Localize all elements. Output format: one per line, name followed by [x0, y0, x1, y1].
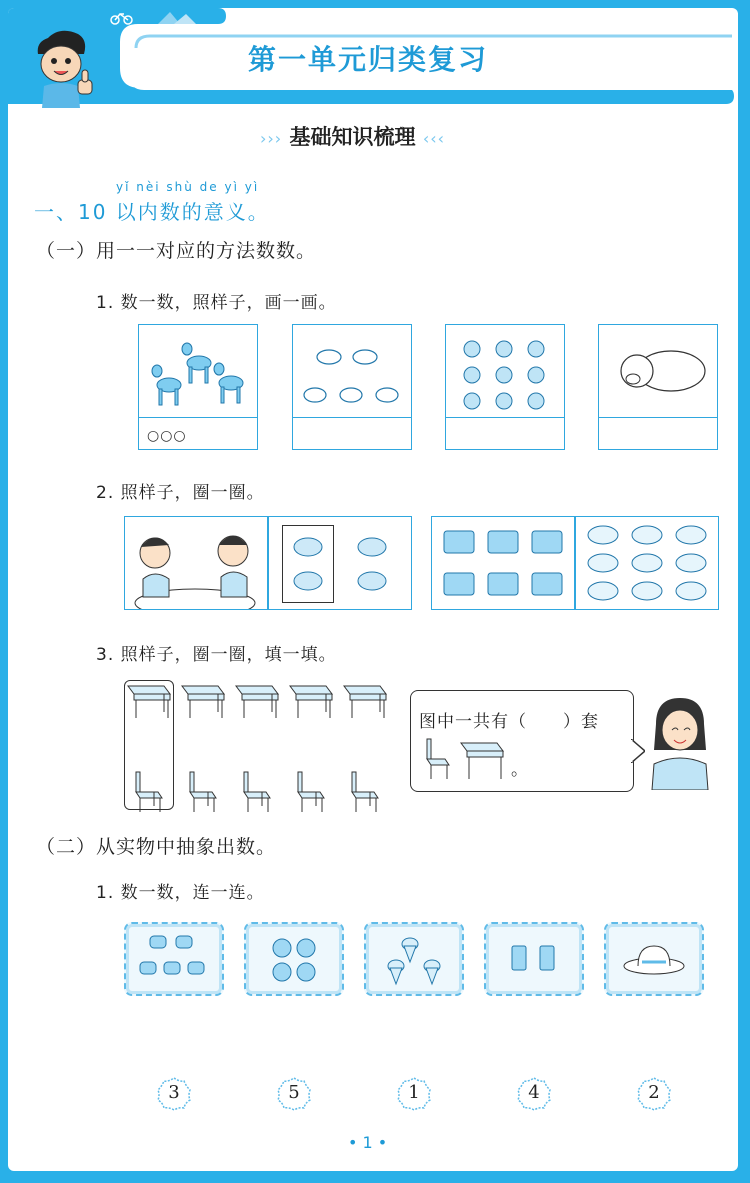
number-badge — [636, 1076, 672, 1112]
bubble-question: 图中一共有（ ）套 — [419, 712, 599, 732]
shoe-icon — [126, 924, 222, 994]
hat-icon — [606, 924, 702, 994]
section-subtitle — [260, 121, 445, 151]
subtitle-label: 基础知识梳理 — [289, 125, 416, 149]
bubble-period: 。 — [511, 760, 528, 780]
number-badge — [156, 1076, 192, 1112]
speech-bubble — [410, 690, 634, 792]
pinyin-annotation: yǐ nèi shù de yì yì — [116, 180, 260, 194]
section-heading: 一、10 以内数的意义。 — [34, 200, 270, 224]
oranges-box — [244, 922, 344, 996]
goat-icon — [293, 325, 411, 417]
arrow-left-icon: ‹‹‹ — [422, 129, 446, 148]
lantern-icon — [432, 517, 575, 609]
shoes-box — [124, 922, 224, 996]
count-box-deer — [138, 324, 258, 450]
worksheet-page — [8, 8, 738, 1171]
number-3: 3 — [168, 1082, 180, 1103]
bubble-tail — [631, 739, 645, 763]
plate-icon — [575, 517, 718, 609]
desk-chair-icon — [421, 735, 507, 781]
number-2: 2 — [648, 1082, 660, 1103]
circle-box-right — [431, 516, 719, 610]
number-1: 1 — [408, 1082, 420, 1103]
sharpener-icon — [486, 924, 582, 994]
number-badge — [276, 1076, 312, 1112]
desk-chair-set-icon — [124, 676, 394, 812]
part1-heading: （一）用一一对应的方法数数。 — [36, 240, 317, 262]
girl-icon — [648, 694, 712, 790]
icecream-icon — [366, 924, 462, 994]
sharpener-box — [484, 922, 584, 996]
number-badge — [516, 1076, 552, 1112]
children-icon — [125, 517, 268, 609]
example-answer: ○○○ — [147, 428, 187, 444]
count-box-snails — [445, 324, 565, 450]
question-3-label: 3. 照样子，圈一圈，填一填。 — [96, 645, 337, 665]
question-1-label: 1. 数一数，照样子，画一画。 — [96, 293, 337, 313]
circle-box-left — [124, 516, 412, 610]
icecream-box — [364, 922, 464, 996]
number-4: 4 — [528, 1082, 540, 1103]
page-number: • 1 • — [348, 1133, 388, 1152]
orange-icon — [246, 924, 342, 994]
part2-question-1-label: 1. 数一数，连一连。 — [96, 883, 265, 903]
part2-heading: （二）从实物中抽象出数。 — [36, 836, 277, 858]
number-5: 5 — [288, 1082, 300, 1103]
count-box-goats — [292, 324, 412, 450]
snail-icon — [446, 325, 564, 417]
deer-icon — [139, 325, 257, 417]
arrow-right-icon: ››› — [260, 129, 283, 148]
hat-box — [604, 922, 704, 996]
boy-thumbs-up-icon — [18, 28, 102, 108]
number-badge — [396, 1076, 432, 1112]
burger-icon — [268, 517, 411, 609]
count-box-pig — [598, 324, 718, 450]
page-title: 第一单元归类复习 — [248, 43, 489, 76]
question-2-label: 2. 照样子，圈一圈。 — [96, 483, 265, 503]
pig-icon — [599, 325, 717, 417]
